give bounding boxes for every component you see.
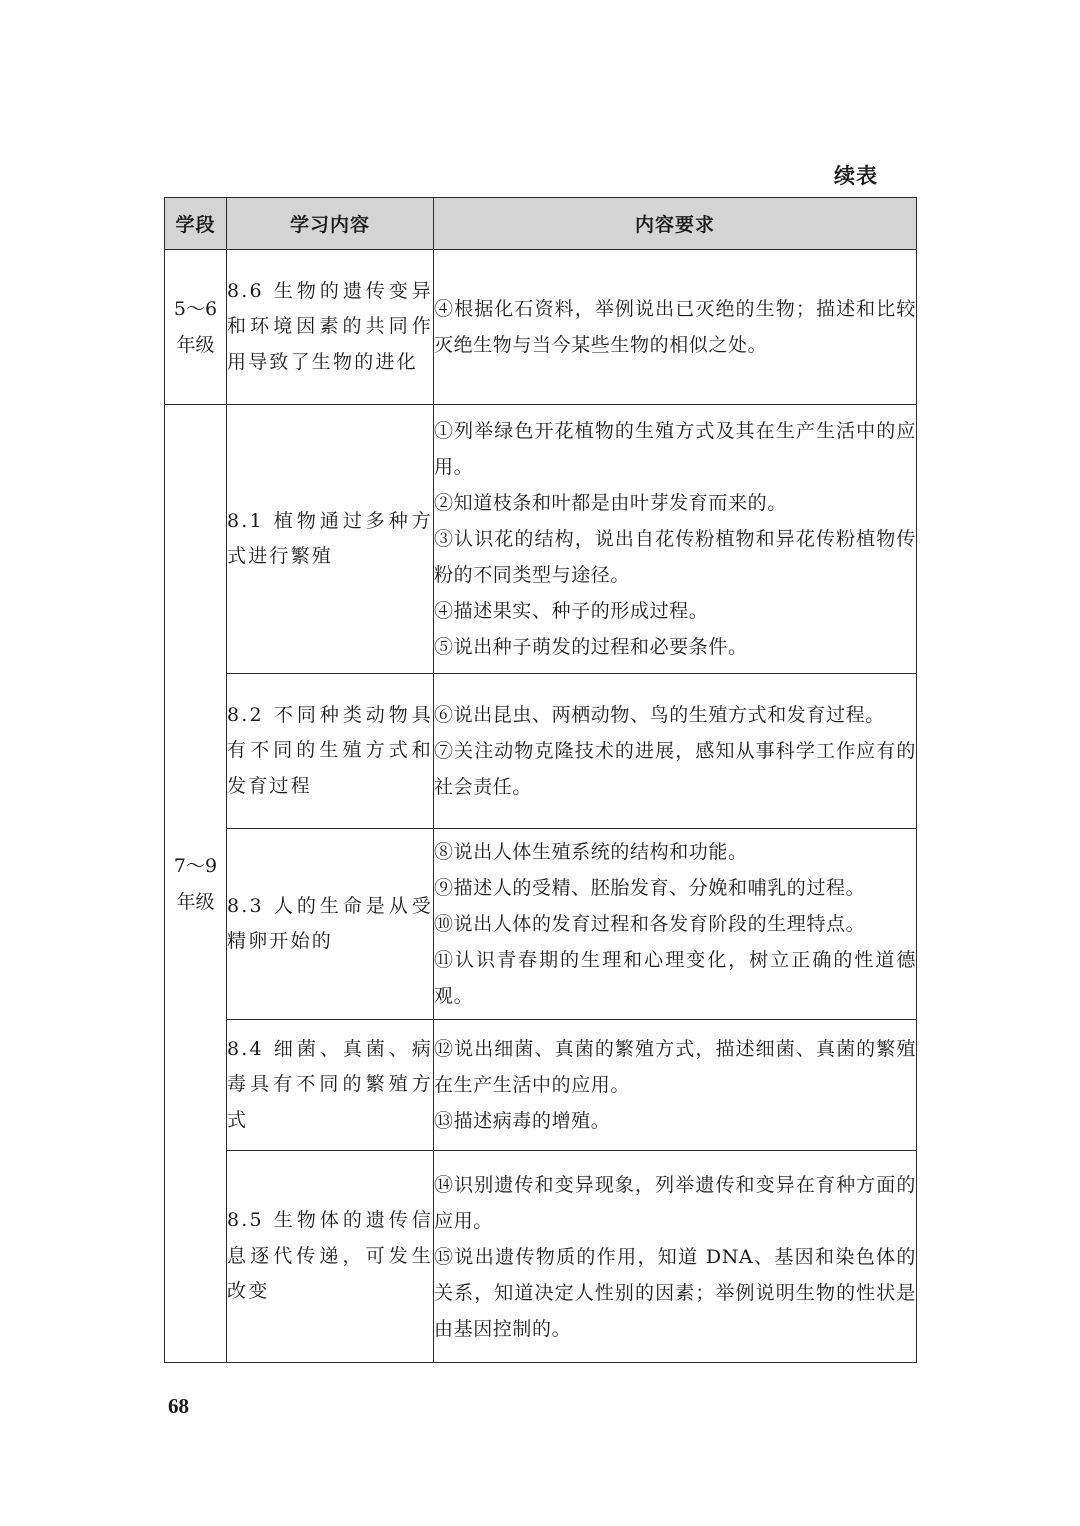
requirement-item: ⑩说出人体的发育过程和各发育阶段的生理特点。 — [434, 913, 866, 935]
requirement-cell — [434, 405, 917, 674]
table-row — [165, 405, 917, 674]
column-header-stage: 学段 — [165, 198, 227, 250]
requirement-item: ⑮说出遗传物质的作用，知道 DNA、基因和染色体的关系，知道决定人性别的因素；举例说明生物的性状是由基因控制的。 — [434, 1245, 916, 1340]
requirement-item: ④根据化石资料，举例说出已灭绝的生物；描述和比较灭绝生物与当今某些生物的相似之处。 — [434, 298, 916, 356]
requirement-item: ③认识花的结构，说出自花传粉植物和异花传粉植物传粉的不同类型与途径。 — [434, 528, 916, 586]
stage-label: 年级 — [176, 890, 215, 913]
requirement-item: ②知道枝条和叶都是由叶芽发育而来的。 — [434, 492, 787, 514]
topic-cell: 8.3 人的生命是从受精卵开始的 — [227, 829, 434, 1020]
continued-table-label: 续表 — [834, 164, 878, 188]
requirement-item: ⑧说出人体生殖系统的结构和功能。 — [434, 841, 748, 863]
stage-label: 5～6 — [173, 298, 218, 320]
table-row — [165, 674, 917, 829]
topic-cell: 8.5 生物体的遗传信息逐代传递，可发生改变 — [227, 1151, 434, 1363]
requirement-item: ⑫说出细菌、真菌的繁殖方式，描述细菌、真菌的繁殖在生产生活中的应用。 — [434, 1038, 916, 1096]
curriculum-table — [164, 197, 917, 1363]
page-number: 68 — [168, 1394, 189, 1418]
requirement-cell — [434, 1151, 917, 1363]
requirement-item: ⑭识别遗传和变异现象，列举遗传和变异在育种方面的应用。 — [434, 1173, 916, 1232]
requirement-cell — [434, 1020, 917, 1151]
stage-label: 年级 — [176, 334, 215, 356]
table-row — [165, 250, 917, 405]
requirement-item: ④描述果实、种子的形成过程。 — [434, 600, 709, 622]
column-header-requirement: 内容要求 — [434, 198, 917, 250]
requirement-item: ①列举绿色开花植物的生殖方式及其在生产生活中的应用。 — [434, 420, 916, 478]
table-row — [165, 1151, 917, 1363]
requirement-item: ⑥说出昆虫、两栖动物、鸟的生殖方式和发育过程。 — [434, 704, 885, 726]
table-row — [165, 829, 917, 1020]
requirement-item: ⑪认识青春期的生理和心理变化，树立正确的性道德观。 — [434, 949, 916, 1007]
requirement-cell — [434, 829, 917, 1020]
stage-cell — [165, 405, 227, 1363]
stage-label: 7～9 — [173, 854, 218, 877]
stage-cell — [165, 250, 227, 405]
requirement-item: ⑦关注动物克隆技术的进展，感知从事科学工作应有的社会责任。 — [434, 740, 916, 798]
topic-cell: 8.1 植物通过多种方式进行繁殖 — [227, 405, 434, 674]
column-header-content: 学习内容 — [227, 198, 434, 250]
requirement-cell — [434, 250, 917, 405]
table-row — [165, 1020, 917, 1151]
topic-cell: 8.4 细菌、真菌、病毒具有不同的繁殖方式 — [227, 1020, 434, 1151]
requirement-item: ⑬描述病毒的增殖。 — [434, 1110, 611, 1132]
requirement-cell — [434, 674, 917, 829]
topic-cell: 8.2 不同种类动物具有不同的生殖方式和发育过程 — [227, 674, 434, 829]
requirement-item: ⑨描述人的受精、胚胎发育、分娩和哺乳的过程。 — [434, 877, 866, 899]
requirement-item: ⑤说出种子萌发的过程和必要条件。 — [434, 636, 748, 658]
table-header-row — [165, 198, 917, 250]
topic-cell: 8.6 生物的遗传变异和环境因素的共同作用导致了生物的进化 — [227, 250, 434, 405]
